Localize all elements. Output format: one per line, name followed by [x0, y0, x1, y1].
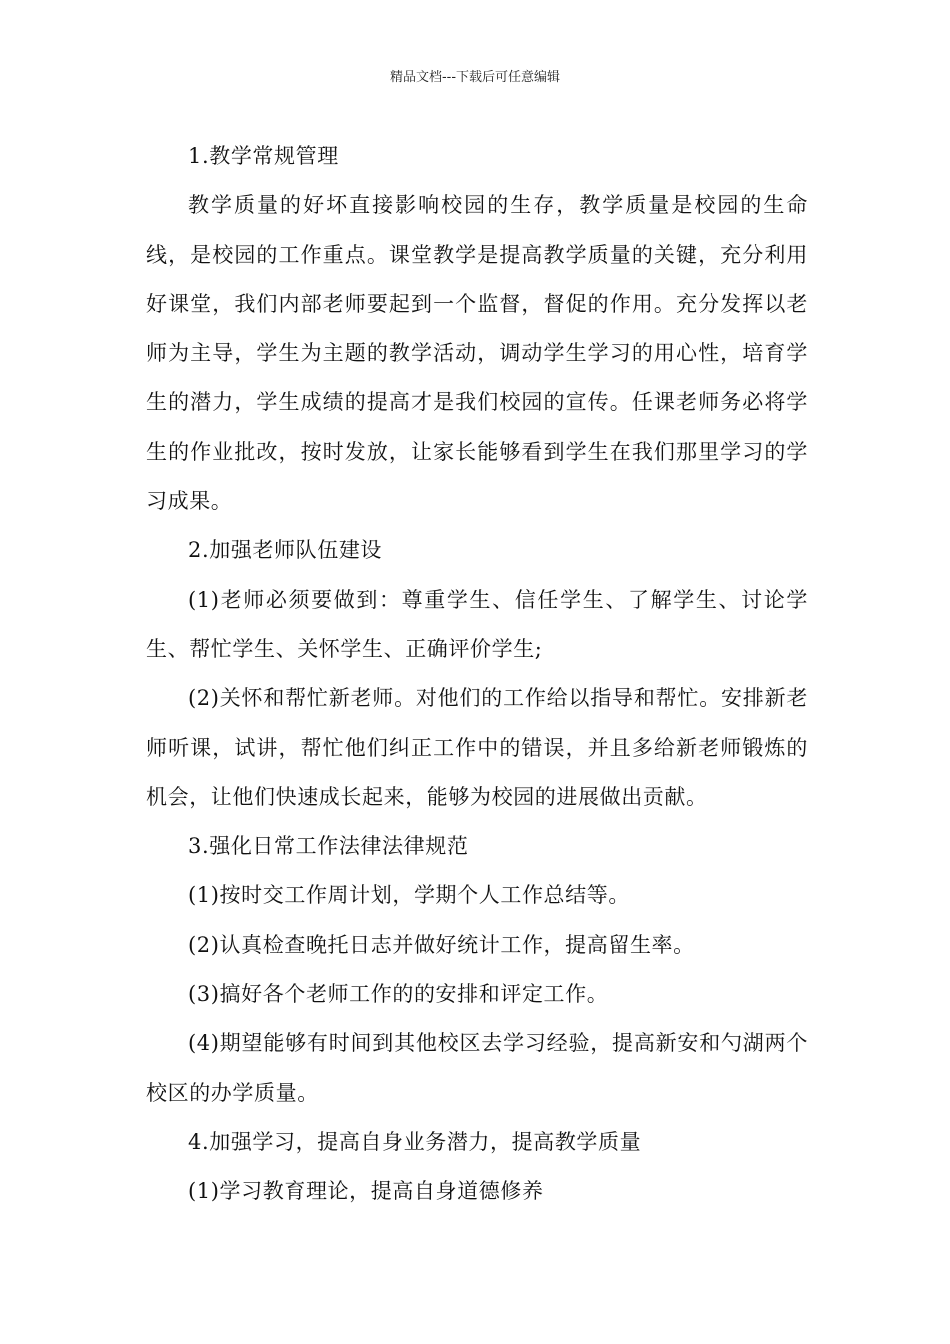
- document-body: [146, 132, 808, 1217]
- list-item-2-1: (1)老师必须要做到：尊重学生、信任学生、了解学生、讨论学生、帮忙学生、关怀学生、正确评价学生;: [146, 587, 808, 661]
- section-heading-3: 3.强化日常工作法律法律规范: [188, 834, 469, 859]
- list-item-3-2: (2)认真检查晚托日志并做好统计工作，提高留生率。: [188, 932, 695, 957]
- section-heading-1: 1.教学常规管理: [188, 144, 339, 168]
- list-item-4-1: (1)学习教育理论，提高自身道德修养: [188, 1179, 544, 1204]
- list-item-3-3: (3)搞好各个老师工作的的安排和评定工作。: [188, 982, 609, 1007]
- list-item-3-1: (1)按时交工作周计划，学期个人工作总结等。: [188, 883, 630, 908]
- paragraph-teaching-quality: 教学质量的好坏直接影响校园的生存，教学质量是校园的生命线，是校园的工作重点。课堂教学是提高教学质量的关键，充分利用好课堂，我们内部老师要起到一个监督，督促的作用。充分发挥以老师为主导，学生为主题的教学活动，调动学生学习的用心性，培育学生的潜力，学生成绩的提高才是我们校园的宣传。任课老师务必将学生的作业批改，按时发放，让家长能够看到学生在我们那里学习的学习成果。: [146, 193, 808, 514]
- section-heading-4: 4.加强学习，提高自身业务潜力，提高教学质量: [188, 1129, 642, 1154]
- list-item-3-4: (4)期望能够有时间到其他校区去学习经验，提高新安和勺湖两个校区的办学质量。: [146, 1031, 808, 1105]
- page-header: 精品文档---下载后可任意编辑: [389, 70, 561, 85]
- section-heading-2: 2.加强老师队伍建设: [188, 538, 383, 563]
- list-item-2-2: (2)关怀和帮忙新老师。对他们的工作给以指导和帮忙。安排新老师听课，试讲，帮忙他们纠正工作中的错误，并且多给新老师锻炼的机会，让他们快速成长起来，能够为校园的进展做出贡献。: [146, 686, 808, 809]
